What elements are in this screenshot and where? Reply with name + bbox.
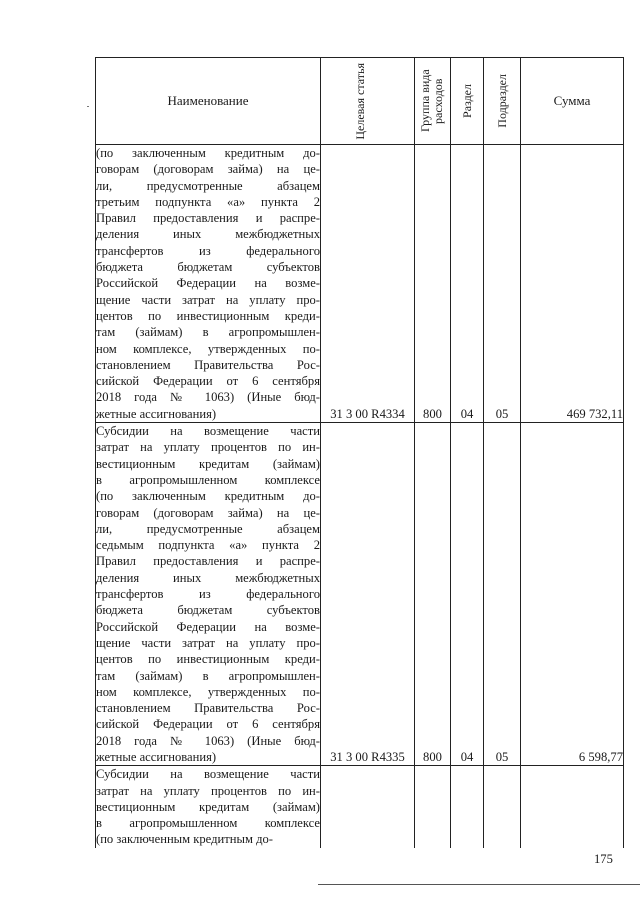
- row-subsection: 05: [484, 423, 521, 766]
- row-name-line: трансфертов из федерального: [96, 243, 320, 258]
- page-number: 175: [594, 852, 613, 866]
- row-name-line: сийской Федерации от 6 сентября: [96, 717, 320, 732]
- row-name-line: третьим подпункта «а» пункта 2: [96, 194, 320, 209]
- header-name: Наименование: [96, 58, 321, 145]
- header-sum: Сумма: [521, 58, 624, 145]
- row-expense-group: 800: [415, 145, 451, 423]
- row-name-line: ли, предусмотренные абзацем: [96, 178, 320, 193]
- row-name-line: бюджета бюджетам субъектов: [96, 603, 320, 618]
- row-name-line: деления иных межбюджетных: [96, 227, 320, 242]
- row-sum: [521, 766, 624, 848]
- row-name-line: ном комплексе, утвержденных по-: [96, 341, 320, 356]
- row-section: 04: [451, 145, 484, 423]
- row-name-line: 2018 года № 1063) (Иные бюд-: [96, 733, 320, 748]
- row-sum: 6 598,77: [521, 423, 624, 766]
- bottom-rule: [318, 884, 640, 885]
- table-header-row: [96, 58, 624, 145]
- row-name-line: затрат на уплату процентов по ин-: [96, 440, 320, 455]
- table-row: [96, 766, 624, 848]
- header-subsection: Подраздел: [484, 58, 521, 145]
- row-name-line: становлением Правительства Рос-: [96, 357, 320, 372]
- row-name-line: жетные ассигнования): [96, 406, 217, 421]
- row-name-line: (по заключенным кредитным до-: [96, 489, 320, 504]
- row-subsection: 05: [484, 145, 521, 423]
- row-name-line: щение части затрат на уплату про-: [96, 635, 320, 650]
- row-name-line: жетные ассигнования): [96, 749, 217, 764]
- row-name-line: там (займам) в агропромышлен-: [96, 325, 320, 340]
- row-name-line: центов по инвестиционным креди-: [96, 652, 320, 667]
- row-expense-group: 800: [415, 423, 451, 766]
- row-section: [451, 766, 484, 848]
- scan-artifact: [87, 106, 89, 107]
- header-target: Целевая статья: [321, 58, 415, 145]
- row-target-code: 31 3 00 R4335: [321, 423, 415, 766]
- row-name-cell: [96, 423, 321, 766]
- row-name-line: в агропромышленном комплексе: [96, 816, 320, 831]
- row-name-line: трансфертов из федерального: [96, 587, 320, 602]
- row-name-line: щение части затрат на уплату про-: [96, 292, 320, 307]
- row-name-line: вестиционным кредитам (займам): [96, 456, 320, 471]
- row-name-line: в агропромышленном комплексе: [96, 472, 320, 487]
- table-row: [96, 145, 624, 423]
- header-section: Раздел: [451, 58, 484, 145]
- row-name-line: бюджета бюджетам субъектов: [96, 260, 320, 275]
- row-name-line: говорам (договорам займа) на це-: [96, 505, 320, 520]
- row-name-line: затрат на уплату процентов по ин-: [96, 783, 320, 798]
- row-name-line: Российской Федерации на возме-: [96, 619, 320, 634]
- row-name-line: деления иных межбюджетных: [96, 570, 320, 585]
- row-subsection: [484, 766, 521, 848]
- row-name-line: центов по инвестиционным креди-: [96, 308, 320, 323]
- row-name-line: ном комплексе, утвержденных по-: [96, 684, 320, 699]
- row-target-code: 31 3 00 R4334: [321, 145, 415, 423]
- row-name-line: 2018 года № 1063) (Иные бюд-: [96, 390, 320, 405]
- row-expense-group: [415, 766, 451, 848]
- row-name-line: говорам (договорам займа) на це-: [96, 162, 320, 177]
- row-section: 04: [451, 423, 484, 766]
- row-name-line: Субсидии на возмещение части: [96, 767, 320, 782]
- row-name-line: (по заключенным кредитным до-: [96, 832, 273, 847]
- row-name-line: там (займам) в агропромышлен-: [96, 668, 320, 683]
- row-name-cell: [96, 145, 321, 423]
- row-name-line: становлением Правительства Рос-: [96, 701, 320, 716]
- budget-table: [95, 57, 624, 848]
- row-target-code: [321, 766, 415, 848]
- row-name-line: (по заключенным кредитным до-: [96, 146, 320, 160]
- row-name-line: сийской Федерации от 6 сентября: [96, 374, 320, 389]
- row-name-line: Российской Федерации на возме-: [96, 276, 320, 291]
- row-name-line: Правил предоставления и распре-: [96, 211, 320, 226]
- table-row: [96, 423, 624, 766]
- row-name-line: Субсидии на возмещение части: [96, 424, 320, 439]
- row-name-line: седьмым подпункта «а» пункта 2: [96, 538, 320, 553]
- row-name-line: Правил предоставления и распре-: [96, 554, 320, 569]
- row-sum: 469 732,11: [521, 145, 624, 423]
- row-name-line: вестиционным кредитам (займам): [96, 799, 320, 814]
- row-name-cell: [96, 766, 321, 848]
- row-name-line: ли, предусмотренные абзацем: [96, 521, 320, 536]
- header-group: Группа вида расходов: [415, 58, 451, 145]
